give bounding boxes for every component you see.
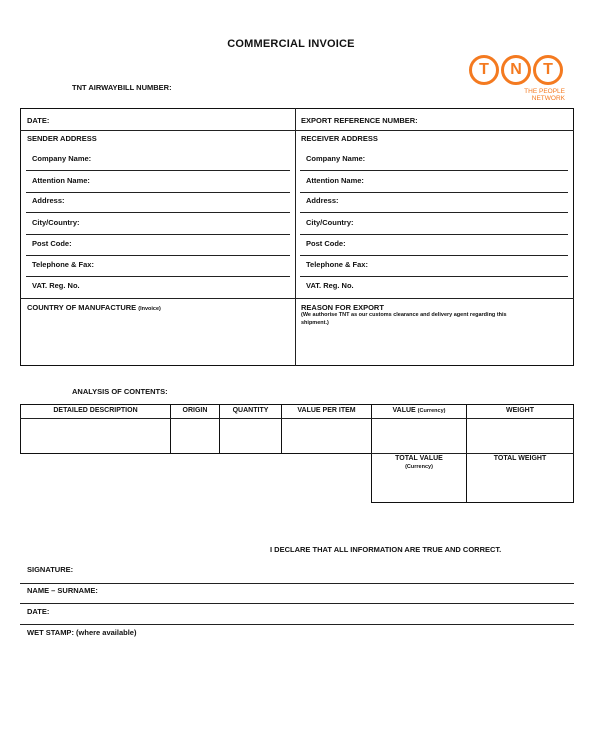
sender-address-label: Address: [32,196,65,205]
receiver-telephone-line [300,276,568,277]
receiver-company-name-label: Company Name: [306,154,366,163]
export-reference-label: EXPORT REFERENCE NUMBER: [301,116,418,125]
signature-date-label: DATE: [27,607,50,616]
sender-address-heading: SENDER ADDRESS [27,134,97,143]
logo-letter-t1: T [469,55,499,85]
analysis-of-contents-label: ANALYSIS OF CONTENTS: [72,387,168,396]
name-surname-label: NAME – SURNAME: [27,586,98,595]
header-value-per-item: VALUE PER ITEM [297,407,356,414]
sender-attention-line [26,192,290,193]
reason-note-line2: shipment.) [301,320,329,326]
receiver-city-line [300,234,568,235]
header-quantity: QUANTITY [232,407,269,414]
address-box-divider [295,108,296,366]
table-totals-divider [371,453,574,454]
sender-company-line [26,170,290,171]
sender-city-line [26,234,290,235]
country-of-manufacture-note: (Invoice) [138,306,161,312]
sender-telephone-line [26,276,290,277]
header-detailed-description: DETAILED DESCRIPTION [53,407,138,414]
receiver-post-code-line [300,255,568,256]
receiver-city-country-label: City/Country: [306,218,354,227]
vat-row-divider [20,298,574,299]
sender-vat-label: VAT. Reg. No. [32,281,80,290]
wet-stamp-label [27,628,136,637]
table-header-divider [20,418,574,419]
signature-label: SIGNATURE: [27,565,74,574]
receiver-attention-line [300,192,568,193]
sender-city-country-label: City/Country: [32,218,80,227]
sender-post-code-line [26,255,290,256]
total-value-currency: (Currency) [405,464,433,470]
receiver-vat-label: VAT. Reg. No. [306,281,354,290]
header-weight: WEIGHT [506,407,534,414]
header-value [371,407,467,414]
page-title: COMMERCIAL INVOICE [227,38,355,50]
sender-address-line [26,212,290,213]
sender-attention-name-label: Attention Name: [32,176,90,185]
receiver-address-label: Address: [306,196,339,205]
wet-stamp-text: WET STAMP: [27,628,74,637]
country-of-manufacture-label [27,303,161,312]
name-line [20,603,574,604]
receiver-attention-name-label: Attention Name: [306,176,364,185]
declaration-text: I DECLARE THAT ALL INFORMATION ARE TRUE AND CORRECT. [270,545,502,554]
total-weight-label: TOTAL WEIGHT [493,455,547,462]
receiver-company-line [300,170,568,171]
receiver-post-code-label: Post Code: [306,239,346,248]
sender-post-code-label: Post Code: [32,239,72,248]
total-value-label: TOTAL VALUE [395,455,443,462]
header-origin: ORIGIN [182,407,208,414]
receiver-telephone-fax-label: Telephone & Fax: [306,260,368,269]
logo-letter-n: N [501,55,531,85]
logo-letter-t2: T [533,55,563,85]
receiver-address-heading: RECEIVER ADDRESS [301,134,378,143]
signature-line [20,583,574,584]
header-value-currency: (Currency) [417,408,446,414]
reason-note-line1: (We authorise TNT as our customs clearance and delivery agent regarding this [301,312,507,318]
receiver-address-line [300,212,568,213]
airwaybill-label: TNT AIRWAYBILL NUMBER: [72,83,172,92]
sender-company-name-label: Company Name: [32,154,92,163]
sender-telephone-fax-label: Telephone & Fax: [32,260,94,269]
date-label: DATE: [27,116,50,125]
logo-tagline-line1: THE PEOPLE [524,88,565,95]
header-value-text: VALUE [392,407,416,414]
date-row-divider [20,130,574,131]
date-line [20,624,574,625]
address-box [20,108,574,366]
tnt-logo [469,55,567,87]
reason-for-export-label: REASON FOR EXPORT [301,303,384,312]
logo-tagline [480,88,565,102]
wet-stamp-note: (where available) [76,628,137,637]
logo-tagline-line2: NETWORK [531,95,565,102]
country-of-manufacture-text: COUNTRY OF MANUFACTURE [27,303,137,312]
